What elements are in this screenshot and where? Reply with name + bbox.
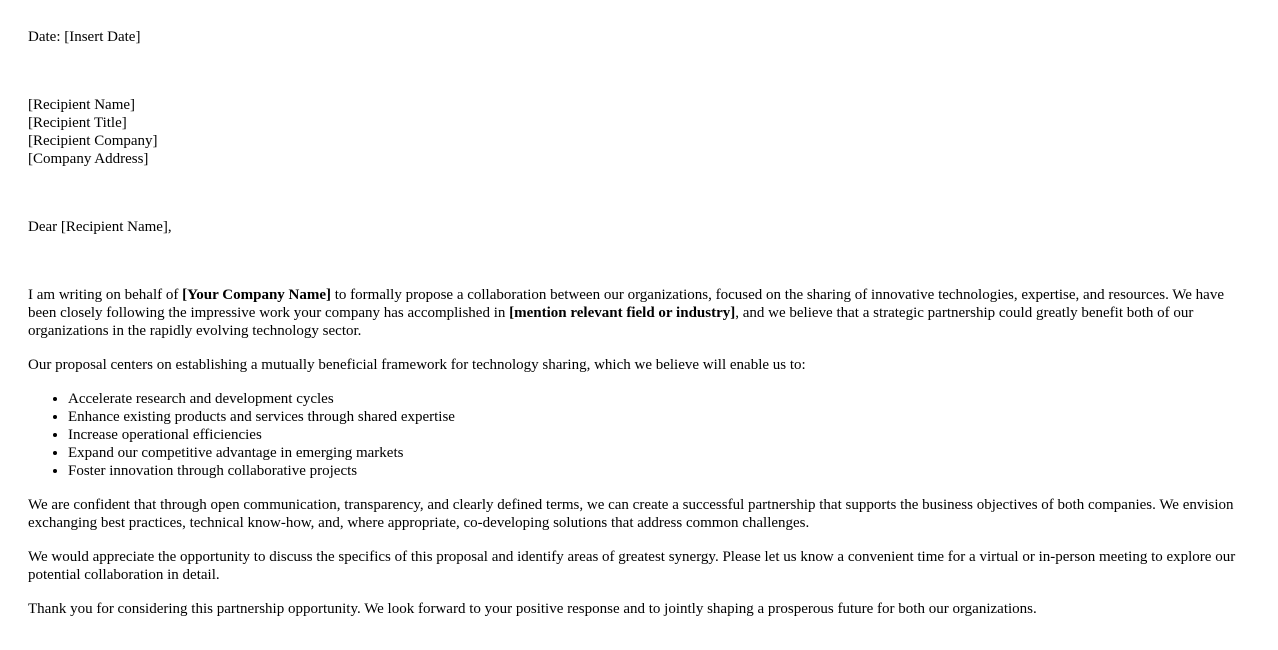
intro-text-3: , and we believe that a strategic partnership could greatly benefit both of our organizations in the rapidly evolving technology sector. — [28, 305, 1194, 339]
list-item: • Foster innovation through collaborative projects — [68, 462, 1250, 480]
intro-text-2: to formally propose a collaboration between our organizations, focused on the sharing of innovative technologies, expertise, and resources. We have been closely following the impressive work your company has accomplished in — [28, 287, 1224, 321]
closing-paragraph: Thank you for considering this partnership opportunity. We look forward to your positive response and to jointly shaping a prosperous future for both our organizations. — [28, 601, 1037, 617]
recipient-name: [Recipient Name] — [28, 97, 136, 113]
recipient-company: [Recipient Company] — [28, 133, 158, 149]
intro-text-1: I am writing on behalf of — [28, 287, 183, 303]
field-placeholder: [mention relevant field or industry] — [509, 305, 736, 321]
proposal-intro-paragraph: Our proposal centers on establishing a mutually beneficial framework for technology sharing, which we believe will enable us to: — [28, 357, 806, 373]
company-address: [Company Address] — [28, 151, 149, 167]
benefits-list — [28, 390, 1250, 480]
intro-paragraph — [28, 286, 1250, 340]
salutation: Dear [Recipient Name], — [28, 219, 172, 235]
list-item: • Increase operational efficiencies — [68, 426, 1250, 444]
company-name-placeholder: [Your Company Name] — [182, 287, 332, 303]
meeting-paragraph: We would appreciate the opportunity to discuss the specifics of this proposal and identify areas of greatest synergy. Please let us know a convenient time for a virtual or in-person meeting to explore our potential collaboration in detail. — [28, 549, 1236, 583]
recipient-title: [Recipient Title] — [28, 115, 127, 131]
list-item: • Accelerate research and development cycles — [68, 390, 1250, 408]
list-item: • Enhance existing products and services through shared expertise — [68, 408, 1250, 426]
date-line: Date: [Insert Date] — [28, 29, 141, 45]
list-item: • Expand our competitive advantage in emerging markets — [68, 444, 1250, 462]
confidence-paragraph: We are confident that through open communication, transparency, and clearly defined terms, we can create a successful partnership that supports the business objectives of both companies. We envision exchanging best practices, technical know-how, and, where appropriate, co-developing solutions that address common challenges. — [28, 497, 1234, 531]
recipient-address-block — [28, 96, 1250, 168]
